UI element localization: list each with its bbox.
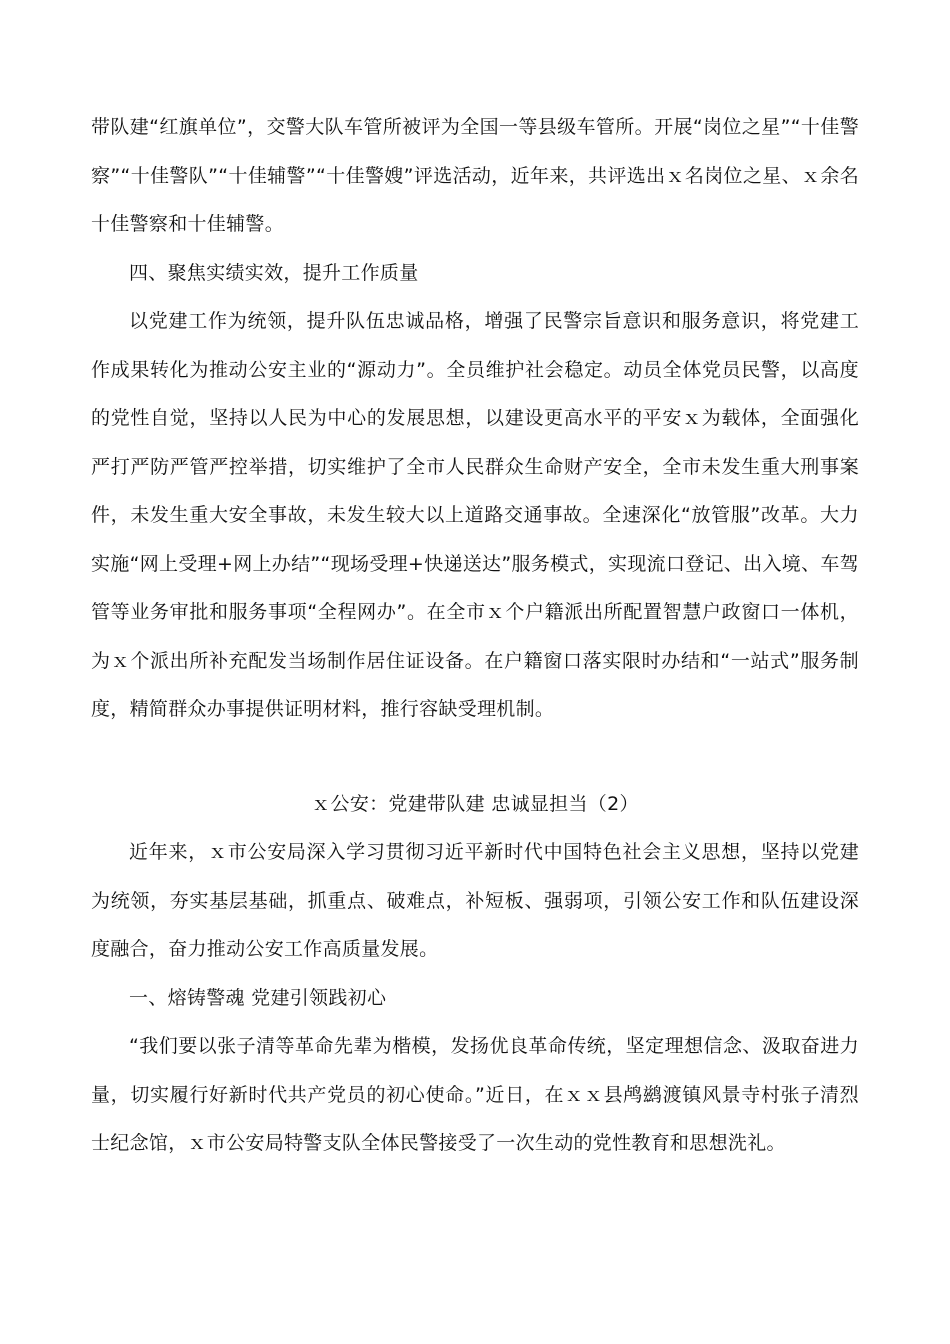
intro-paragraph: 近年来，ｘ市公安局深入学习贯彻习近平新时代中国特色社会主义思想，坚持以党建为统领，夯实基层基础，抓重点、破难点，补短板、强弱项，引领公安工作和队伍建设深度融合，奋力推动公安工作高质量发展。 — [91, 841, 859, 960]
body-paragraph: 以党建工作为统领，提升队伍忠诚品格，增强了民警宗旨意识和服务意识，将党建工作成果转化为推动公安主业的“源动力”。全员维护社会稳定。动员全体党员民警，以高度的党性自觉，坚持以人民为中心的发展思想，以建设更高水平的平安ｘ为载体，全面强化严打严防严管严控举措，切实维护了全市人民群众生命财产安全，全市未发生重大刑事案件，未发生重大安全事故，未发生较大以上道路交通事故。全速深化“放管服”改革。大力实施“网上受理+网上办结”“现场受理+快递送达”服务模式，实现流口登记、出入境、车驾管等业务审批和服务事项“全程网办”。在全市ｘ个户籍派出所配置智慧户政窗口一体机，为ｘ个派出所补充配发当场制作居住证设备。在户籍窗口落实限时办结和“一站式”服务制度，精简群众办事提供证明材料，推行容缺受理机制。 — [91, 310, 859, 720]
document-page — [91, 103, 859, 1168]
quote-paragraph: “我们要以张子清等革命先辈为楷模，发扬优良革命传统，坚定理想信念、汲取奋进力量，切实履行好新时代共产党员的初心使命。”近日，在ｘｘ县鸬鹚渡镇风景寺村张子清烈士纪念馆，ｘ市公安局特警支队全体民警接受了一次生动的党性教育和思想洗礼。 — [91, 1035, 859, 1154]
section-heading-four: 四、聚焦实绩实效，提升工作质量 — [129, 261, 419, 284]
continuation-paragraph: 带队建“红旗单位”，交警大队车管所被评为全国一等县级车管所。开展“岗位之星”“十佳警察”“十佳警队”“十佳辅警”“十佳警嫂”评选活动，近年来，共评选出ｘ名岗位之星、ｘ余名十佳警察和十佳辅警。 — [91, 116, 859, 235]
article-title: ｘ公安：党建带队建 忠诚显担当（2） — [311, 792, 639, 815]
section-heading-one: 一、熔铸警魂 党建引领践初心 — [129, 986, 387, 1009]
